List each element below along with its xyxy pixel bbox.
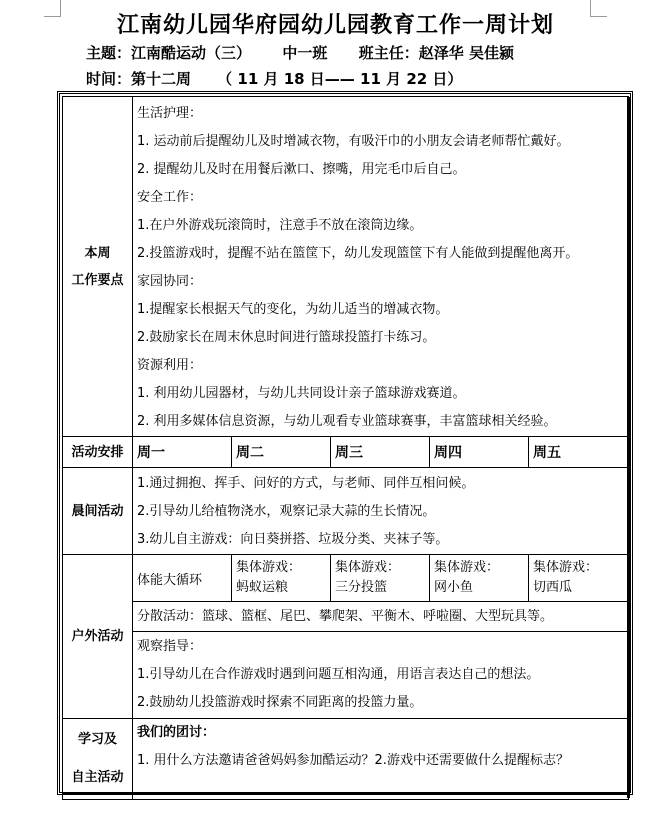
- focus-paragraph: 2. 提醒幼儿及时在用餐后漱口、擦嘴，用完毛巾后自己。: [137, 162, 466, 177]
- row-outdoor-observe: [63, 632, 629, 719]
- day-tuesday: 周二: [232, 437, 331, 468]
- morning-label: 晨间活动: [63, 468, 133, 555]
- observe-title: 观察指导：: [137, 639, 203, 654]
- weekly-focus-label-line2: 工作要点: [71, 272, 124, 288]
- theme-label: 主题：: [86, 44, 132, 62]
- document-title: 江南幼儿园华府园幼儿园教育工作一周计划: [116, 12, 554, 38]
- study-label-line1: 学习及: [77, 732, 117, 747]
- group-game-name: 三分投篮: [335, 580, 388, 595]
- scattered-activities: 分散活动：篮球、篮框、尾巴、攀爬架、平衡木、呼啦圈、大型玩具等。: [133, 602, 629, 632]
- row-schedule: [63, 437, 629, 468]
- outdoor-label: 户外活动: [63, 555, 133, 719]
- group-game-cell: [529, 555, 629, 602]
- group-game-label: 集体游戏：: [335, 560, 401, 575]
- focus-paragraph: 家园协同：: [137, 274, 203, 289]
- row-study: [63, 719, 629, 800]
- study-question: 1. 用什么方法邀请爸爸妈妈参加酷运动？2.游戏中还需要做什么提醒标志？: [137, 753, 569, 768]
- group-game-label: 集体游戏：: [434, 560, 500, 575]
- study-title: 我们的团讨：: [137, 725, 216, 740]
- focus-paragraph: 1. 运动前后提醒幼儿及时增减衣物，有吸汗巾的小朋友会请老师帮忙戴好。: [137, 134, 570, 149]
- day-friday: 周五: [529, 437, 629, 468]
- row-morning: [63, 468, 629, 555]
- theme-value: 江南酷运动（三）: [131, 44, 252, 62]
- time-label: 时间：: [86, 70, 132, 88]
- weekly-focus-content: [133, 97, 629, 437]
- weekly-plan-table: [62, 96, 629, 800]
- day-monday: 周一: [133, 437, 232, 468]
- class-name: 中一班: [282, 44, 328, 62]
- focus-paragraph: 1.提醒家长根据天气的变化，为幼儿适当的增减衣物。: [137, 302, 449, 317]
- row-outdoor-scattered: [63, 602, 629, 632]
- study-label-line2: 自主活动: [71, 770, 124, 785]
- group-game-cell: [331, 555, 430, 602]
- observe-item: 2.鼓励幼儿投篮游戏时探索不同距离的投篮力量。: [137, 695, 423, 710]
- focus-paragraph: 2.投篮游戏时，提醒不站在篮筐下，幼儿发现篮筐下有人能做到提醒他离开。: [137, 246, 579, 261]
- study-content: [133, 719, 629, 800]
- morning-item: 3.幼儿自主游戏：向日葵拼搭、垃圾分类、夹袜子等。: [137, 531, 449, 547]
- circuit-cell: 体能大循环: [133, 555, 232, 602]
- study-label: [63, 719, 133, 800]
- group-game-cell: [232, 555, 331, 602]
- focus-paragraph: 2. 利用多媒体信息资源，与幼儿观看专业篮球赛事，丰富篮球相关经验。: [137, 414, 557, 429]
- focus-paragraph: 1. 利用幼儿园器材，与幼儿共同设计亲子篮球游戏赛道。: [137, 386, 466, 401]
- week-value: 第十二周: [131, 70, 192, 88]
- teacher-label: 班主任：: [358, 44, 419, 62]
- focus-paragraph: 生活护理：: [137, 106, 203, 121]
- plan-table-frame: [57, 91, 633, 795]
- observe-content: [133, 632, 629, 719]
- morning-item: 1.通过拥抱、挥手、问好的方式，与老师、同伴互相问候。: [137, 475, 475, 491]
- morning-content: [133, 468, 629, 555]
- group-game-label: 集体游戏：: [236, 560, 302, 575]
- row-outdoor-games: [63, 555, 629, 602]
- date-range: （ 11 月 18 日—— 11 月 22 日）: [217, 70, 463, 88]
- focus-paragraph: 1.在户外游戏玩滚筒时，注意手不放在滚筒边缘。: [137, 218, 423, 233]
- schedule-label: 活动安排: [63, 437, 133, 468]
- observe-item: 1.引导幼儿在合作游戏时遇到问题互相沟通，用语言表达自己的想法。: [137, 667, 540, 682]
- group-game-label: 集体游戏：: [533, 560, 599, 575]
- group-game-name: 切西瓜: [533, 580, 573, 595]
- theme-line: [86, 42, 514, 63]
- row-weekly-focus: [63, 97, 629, 437]
- morning-item: 2.引导幼儿给植物浇水，观察记录大蒜的生长情况。: [137, 503, 436, 519]
- teacher-names: 赵泽华 吴佳颍: [418, 44, 514, 62]
- focus-paragraph: 2.鼓励家长在周末休息时间进行篮球投篮打卡练习。: [137, 330, 436, 345]
- group-game-name: 蚂蚁运粮: [236, 580, 289, 595]
- group-game-cell: [430, 555, 529, 602]
- focus-paragraph: 安全工作：: [137, 190, 203, 205]
- group-game-name: 网小鱼: [434, 580, 474, 595]
- day-thursday: 周四: [430, 437, 529, 468]
- weekly-focus-label: [63, 97, 133, 437]
- focus-paragraph: 资源利用：: [137, 358, 203, 373]
- time-line: [86, 68, 462, 89]
- day-wednesday: 周三: [331, 437, 430, 468]
- weekly-focus-label-line1: 本周: [84, 245, 111, 261]
